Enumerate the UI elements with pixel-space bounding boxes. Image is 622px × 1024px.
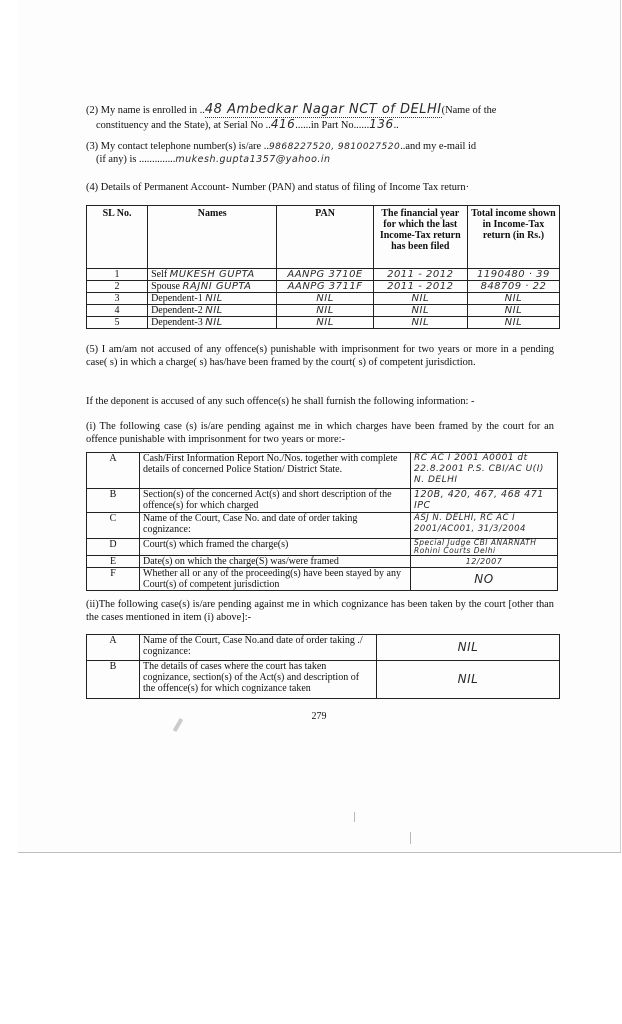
item-4-heading: (4) Details of Permanent Account- Number (PAN) and status of filing of Income Tax return·	[86, 182, 470, 193]
scan-mark	[410, 832, 411, 844]
charges-table	[86, 452, 558, 591]
row-name-handwritten: MUKESH GUPTA	[169, 269, 255, 280]
row-key: B	[87, 489, 140, 513]
table-row	[87, 317, 560, 329]
item-2-suffix: (Name of the	[441, 105, 497, 116]
document-page	[18, 0, 621, 853]
row-sl: 1	[87, 269, 148, 281]
row-value-handwritten: Special Judge CBI ANARNATH Rohini Courts Delhi	[411, 539, 558, 556]
row-income: 848709 · 22	[467, 281, 559, 293]
row-value-handwritten: NO	[411, 568, 558, 591]
row-pan: AANPG 3710E	[277, 269, 373, 281]
row-key: D	[87, 539, 140, 556]
row-label: Self	[151, 269, 168, 280]
row-pan: NIL	[277, 317, 373, 329]
row-value-handwritten: RC AC I 2001 A0001 dt 22.8.2001 P.S. CBI/AC U(I) N. DELHI	[411, 453, 558, 489]
row-income: NIL	[467, 317, 559, 329]
row-description: Cash/First Information Report No./Nos. together with complete details of concerned Police Station/ District State.	[140, 453, 411, 489]
row-name	[148, 293, 277, 305]
email-handwritten: mukesh.gupta1357@yahoo.in	[175, 153, 331, 165]
row-year: 2011 - 2012	[373, 269, 467, 281]
row-key: B	[87, 661, 140, 699]
row-name	[148, 305, 277, 317]
row-value-handwritten: 120B, 420, 467, 468 471 IPC	[411, 489, 558, 513]
constituency-handwritten: 48 Ambedkar Nagar NCT of DELHI	[204, 102, 442, 117]
row-name-handwritten: NIL	[205, 293, 223, 304]
row-key: C	[87, 513, 140, 539]
col-sl-no: SL No.	[87, 206, 148, 269]
row-description: Section(s) of the concerned Act(s) and short description of the offence(s) for which charged	[140, 489, 411, 513]
row-name	[148, 269, 277, 281]
page-number: 279	[311, 711, 327, 722]
row-name-handwritten: NIL	[205, 305, 223, 316]
row-value-handwritten: NIL	[377, 661, 560, 699]
serial-no-handwritten: 416	[270, 116, 296, 131]
row-sl: 2	[87, 281, 148, 293]
row-value-handwritten: NIL	[377, 635, 560, 661]
phones-handwritten: 9868227520, 9810027520	[268, 142, 401, 152]
row-income: NIL	[467, 305, 559, 317]
row-value-handwritten: ASJ N. DELHI, RC AC I 2001/AC001, 31/3/2004	[411, 513, 558, 539]
row-key: F	[87, 568, 140, 591]
row-key: A	[87, 635, 140, 661]
col-financial-year: The financial year for which the last Income-Tax return has been filed	[373, 206, 467, 269]
col-total-income: Total income shown in Income-Tax return (in Rs.)	[467, 206, 559, 269]
item-2-line2-b: ......in Part No......	[295, 119, 370, 131]
cognizance-table	[86, 634, 560, 699]
table-row	[87, 661, 560, 699]
table-row	[87, 305, 560, 317]
row-key: A	[87, 453, 140, 489]
table-row	[87, 513, 558, 539]
item-2-prefix: (2) My name is enrolled in ..	[86, 105, 205, 116]
item-3-suffix: ..and my e-mail id	[400, 141, 477, 152]
row-year: NIL	[373, 317, 467, 329]
item-2-enrolment	[86, 104, 554, 132]
row-value-handwritten: 12/2007	[411, 556, 558, 568]
table-row	[87, 539, 558, 556]
item-2-line2-a: constituency and the State), at Serial No ..	[96, 119, 271, 131]
row-income: 1190480 · 39	[467, 269, 559, 281]
row-key: E	[87, 556, 140, 568]
section-i-heading: (i) The following case (s) is/are pending against me in which charges have been framed by the court for an offence punishable with imprisonment for two years or more:-	[86, 421, 554, 445]
row-pan: AANPG 3711F	[277, 281, 373, 293]
table-row	[87, 293, 560, 305]
row-sl: 5	[87, 317, 148, 329]
row-name	[148, 317, 277, 329]
table-row	[87, 453, 558, 489]
row-description: Whether all or any of the proceeding(s) have been stayed by any Court(s) of competent jurisdiction	[140, 568, 411, 591]
pan-table	[86, 205, 560, 329]
table-row	[87, 556, 558, 568]
item-5-text: (5) I am/am not accused of any offence(s) punishable with imprisonment for two years or more in a pending case( s) in which a charge( s) has/have been framed by the court( s) of competent jurisdiction.	[86, 344, 554, 368]
row-description: Date(s) on which the charge(S) was/were framed	[140, 556, 411, 568]
table-row	[87, 269, 560, 281]
row-sl: 3	[87, 293, 148, 305]
pan-table-header	[87, 206, 560, 269]
row-year: NIL	[373, 293, 467, 305]
item-3-prefix: (3) My contact telephone number(s) is/are ..	[86, 141, 269, 152]
row-name-handwritten: NIL	[205, 317, 223, 328]
row-label: Dependent-1	[151, 293, 203, 304]
item-2-line2-c: ..	[393, 119, 399, 131]
row-description: The details of cases where the court has taken cognizance, section(s) of the Act(s) and description of the offence(s) for which cognizance taken	[140, 661, 377, 699]
row-name	[148, 281, 277, 293]
row-label: Dependent-2	[151, 305, 203, 316]
table-row	[87, 568, 558, 591]
section-ii-heading: (ii)The following case(s) is/are pending against me in which cognizance has been taken by the court [other than the cases mentioned in item (i) above]:-	[86, 599, 554, 623]
deponent-text: If the deponent is accused of any such offence(s) he shall furnish the following information: -	[86, 396, 475, 407]
row-income: NIL	[467, 293, 559, 305]
col-names: Names	[148, 206, 277, 269]
scan-mark	[354, 812, 355, 822]
row-pan: NIL	[277, 305, 373, 317]
row-description: Name of the Court, Case No.and date of order taking ./ cognizance:	[140, 635, 377, 661]
part-no-handwritten: 136	[369, 116, 394, 131]
item-3-contact	[86, 141, 554, 166]
col-pan: PAN	[277, 206, 373, 269]
row-description: Name of the Court, Case No. and date of order taking cognizance:	[140, 513, 411, 539]
row-pan: NIL	[277, 293, 373, 305]
row-year: 2011 - 2012	[373, 281, 467, 293]
item-3-line2: (if any) is ..............	[96, 153, 176, 165]
row-description: Court(s) which framed the charge(s)	[140, 539, 411, 556]
table-row	[87, 635, 560, 661]
row-sl: 4	[87, 305, 148, 317]
row-year: NIL	[373, 305, 467, 317]
table-row	[87, 489, 558, 513]
row-label: Dependent-3	[151, 317, 203, 328]
row-name-handwritten: RAJNI GUPTA	[182, 281, 252, 292]
table-row	[87, 281, 560, 293]
row-label: Spouse	[151, 281, 180, 292]
